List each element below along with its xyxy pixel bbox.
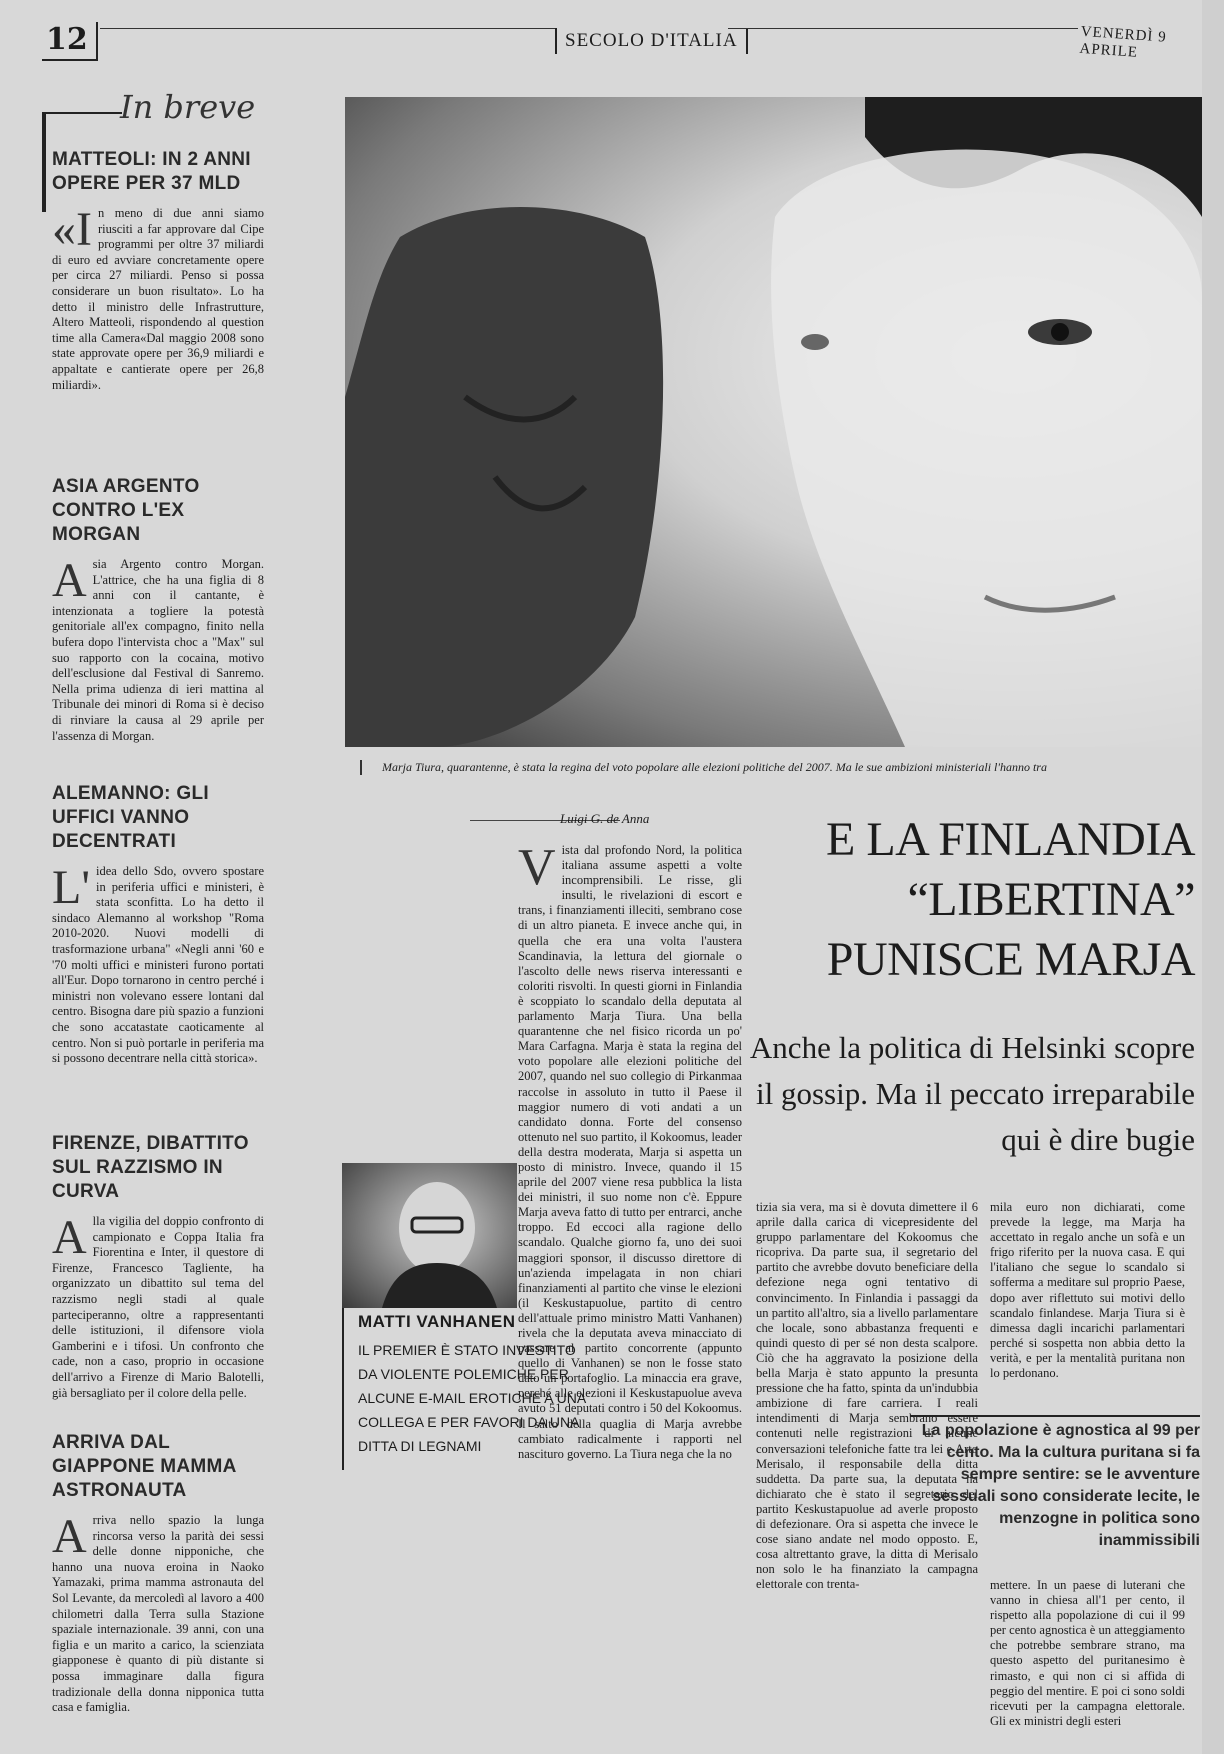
masthead-rule (728, 28, 1078, 29)
brief-text: Arriva nello spazio la lunga rincorsa verso la parità dei sessi delle donne nipponiche, che hanno una nuova eroina in Naoko Yamazaki, prima mamma astronauta del Sol Levante, da mercoledì al lavoro a 400 chilometri dalla Terra sulla Stazione spaziale internazionale. 39 anni, con una figlia e un marito a carico, la scienziata giapponese è quanto di più distante si possa immaginare dalla figura tradizionale della donna nipponica tutta casa e famiglia. (52, 1510, 264, 1715)
brief-title: ARRIVA DAL GIAPPONE MAMMA ASTRONAUTA (52, 1432, 236, 1501)
newspaper-name: SECOLO D'ITALIA (555, 28, 748, 54)
brief-text: Asia Argento contro Morgan. L'attrice, che ha una figlia di 8 anni con il cantante, è intenzionata a togliere la potestà genitoriale all'ex compagno, finito nella bufera dopo l'intervista choc a "Max" sul suo rapporto con la cocaina, motivo dell'esclusione dal Festival di Sanremo. Nella prima udienza di ieri mattina al Tribunale dei minori di Roma si è deciso di rinviare la causa al 29 aprile per l'assenza di Morgan. (52, 554, 264, 743)
dropcap: «I (52, 203, 92, 256)
dropcap: A (52, 1211, 87, 1264)
dropcap: L' (52, 861, 90, 914)
article-text: tizia sia vera, ma si è dovuta dimettere il 6 aprile dalla carica di vicepresidente del gruppo parlamentare del Kokoomus che ricopriva. Da parte sua, il segretario del partito che avrebbe dovuto beneficiare della defezione nega ogni tentativo di convincimento. In Finlandia i passaggi da un partito all'altro, sia a livello parlamentare che locale, sono abbastanza frequenti e quindi questo di per sé non desta scalpore. Ciò che ha aggravato la posizione della bella Marja è stato appunto la presunta pressione che ha fatto, spinta da un'indubbia ambizione di fare carriera. I reali intendimenti di Marja sembrano essere contenuti nelle registrazioni di alcune conversazioni telefoniche fatte tra lei e Arto Merisalo, il responsabile della ditta suddetta. Da parte sua, la deputata ha dichiarato che è stato il segretario del partito Keskustapuolue ad averle proposto di defezionare. Ora si aspetta che invece le cose siano andate nel modo opposto. E, cosa altrettanto grave, la ditta di Merisalo non solo le ha finanziato la campagna elettorale con trenta- (756, 1200, 978, 1592)
brief-title: MATTEOLI: IN 2 ANNI OPERE PER 37 MLD (52, 149, 251, 194)
article-column-1 (518, 839, 742, 1713)
headline-line: E LA FINLANDIA (826, 813, 1195, 866)
issue-date: VENERDÌ 9 APRILE (1079, 23, 1168, 61)
photo-caption: Marja Tiura, quarantenne, è stata la regina del voto popolare alle elezioni politiche del 2007. Ma le sue ambizioni ministeriali l'hanno tra (360, 760, 1224, 775)
subheadline: Anche la politica di Helsinki scopre il gossip. Ma il peccato irreparabile qui è dire bugie (749, 1030, 1195, 1157)
brief-matteoli (52, 148, 264, 393)
brief-asia-argento (52, 475, 264, 744)
portrait-photo (345, 97, 1202, 747)
sidebar-text: IL PREMIER È STATO INVESTITO DA VIOLENTE POLEMICHE PER ALCUNE E-MAIL EROTICHE A UNA COLLEGA E PER FAVORI DA UNA DITTA DI LEGNAMI (358, 1342, 586, 1454)
brief-alemanno (52, 782, 264, 1067)
pull-quote: La popolazione è agnostica al 99 per cento. Ma la cultura puritana si fa sempre sentire: se le avventure sessuali sono considerate lecite, le menzogne in politica sono inammissibili (921, 1422, 1200, 1549)
dropcap: A (52, 554, 87, 607)
headline-line: “LIBERTINA” (907, 873, 1195, 926)
headline (755, 810, 1195, 990)
article-text: Vista dal profondo Nord, la politica italiana assume aspetti a volte incomprensibili. Le risse, gli insulti, le rivelazioni di escort e trans, i finanziamenti illeciti, sembrano cose di un altro pianeta. E invece anche qui, in quella che era una volta l'austera Scandinavia, la lettura del giornale o l'ascolto delle news riserva interessanti e coloriti risvolti. In questi giorni in Finlandia è scoppiato lo scandalo della deputata al parlamento Marja Tiura. Una bella quarantenne che nel fisico ricorda un po' Mara Carfagna. Marja è stata la regina del voto popolare alle elezioni politiche del 2007, quando nel suo collegio di Pirkanmaa raccolse in assoluto in tutto il Paese il maggior numero di voti andati a un candidato donna. Forte del consenso ottenuto nel suo partito, il Kokoomus, leader della destra moderata, Marja si aspetta un posto di ministro. Invece, quando il 15 aprile del 2007 viene resa pubblica la lista dei ministri, il suo nome non c'è. Eppure Marja aveva fatto di tutto per entrarci, anche troppo. Ed eccoci alla ragione dello scandalo. Qualche giorno fa, uno dei suoi maggiori sponsor, il discusso direttore di un'azienda impelagata in non chiari finanziamenti al partito che vinse le elezioni (il Keskustapuolue, partito di centro dell'attuale primo ministro Matti Vanhanen) rivela che la deputata aveva minacciato di passare al partito concorrente (appunto quello di Vanhanen) se non le fosse stato dato un portafoglio. La minaccia era grave, perché alle elezioni il Keskustapuolue aveva avuto 51 deputati contro i 50 del Kokoomus. Il salto della quaglia di Marja avrebbe cambiato radicalmente i rapporti nel nascituro governo. La Tiura nega che la no (518, 839, 742, 1461)
premier-photo (342, 1163, 517, 1308)
article-text: mettere. In un paese di luterani che vanno in chiesa all'1 per cento, il rispetto alla popolazione di cui il 99 per cento agnostica è un atteggiamento che potrebbe sembrare strano, ma questo aspetto del puritanesimo è rimasto, e qui non ci si affida di peggio del mentire. E poi ci sono soldi ricevuti per la campagna elettorale. Gli ex ministri degli esteri (990, 1578, 1185, 1728)
author-byline: Luigi G. de Anna (560, 811, 650, 826)
brief-title: FIRENZE, DIBATTITO SUL RAZZISMO IN CURVA (52, 1133, 249, 1202)
article-column-3a (990, 1200, 1185, 1381)
dropcap: V (518, 839, 556, 896)
premier-portrait (342, 1163, 517, 1308)
masthead-rule (100, 28, 555, 29)
section-title: In breve (120, 88, 256, 126)
section-bar (42, 112, 46, 212)
brief-text: «In meno di due anni siamo riusciti a far approvare dal Cipe programmi per oltre 37 miliardi di euro ed avviare concretamente opere per circa 27 miliardi. Penso si possa considerare un buon risultato». Lo ha detto il ministro delle Infrastrutture, Altero Matteoli, rispondendo al question time alla Camera«Dal maggio 2008 sono state approvate opere per 36,9 miliardi e appaltate e cantierate opere per 26,8 miliardi». (52, 203, 264, 392)
main-photo (345, 97, 1202, 747)
premier-sidebar (342, 1308, 591, 1470)
brief-text: L' idea dello Sdo, ovvero spostare in periferia uffici e ministeri, è stata sconfitta. Lo ha detto il sindaco Alemanno al workshop "Roma 2010-2020. Nuovi modelli di trasformazione urbana" «Negli anni '60 e '70 molti uffici e ministeri furono portati all'Eur. Dopo tornarono in centro perché i ministri non volevano essere lontani dal centro. Bisogna dare più spazio a funzioni che sono accatastate caoticamente al centro. Non si può portarle in periferia ma si possono decentrare nella città storica». (52, 861, 264, 1066)
page-number: 12 (42, 22, 98, 61)
sidebar-name: MATTI VANHANEN (358, 1312, 516, 1331)
brief-astronauta (52, 1431, 264, 1716)
dropcap: A (52, 1510, 87, 1563)
headline-line: PUNISCE MARJA (826, 933, 1195, 986)
brief-firenze (52, 1132, 264, 1401)
brief-title: ASIA ARGENTO CONTRO L'EX MORGAN (52, 476, 200, 545)
brief-text: Alla vigilia del doppio confronto di campionato e Coppa Italia fra Fiorentina e Inter, il questore di Firenze, Francesco Tagliente, ha organizzato un dibattito sul tema del razzismo negli stadi al quale parteciperanno, oltre a rappresentanti delle istituzioni, il difensore viola Gamberini e i tifosi. Un confronto che cade, non a caso, proprio in occasione dell'arrivo a Firenze di Mario Balotelli, già bersagliato per il colore della pelle. (52, 1211, 264, 1400)
brief-title: ALEMANNO: GLI UFFICI VANNO DECENTRATI (52, 783, 209, 852)
pullquote-rule (910, 1415, 1200, 1417)
article-column-3b (990, 1578, 1185, 1728)
section-rule (42, 112, 122, 114)
article-text: mila euro non dichiarati, come prevede la legge, ma Marja ha accettato in regalo anche un sofà e un frigo riferito per la nuova casa. E qui l'italiano che segue lo scandalo si sofferma a meditare sul proprio Paese, dopo aver riflettuto sui motivi dello scandalo finlandese. Marja Tiura si è dimessa dagli incarichi parlamentari perché si sospetta non abbia detto la verità, e per la mentalità puritana non lo perdonano. (990, 1200, 1185, 1381)
